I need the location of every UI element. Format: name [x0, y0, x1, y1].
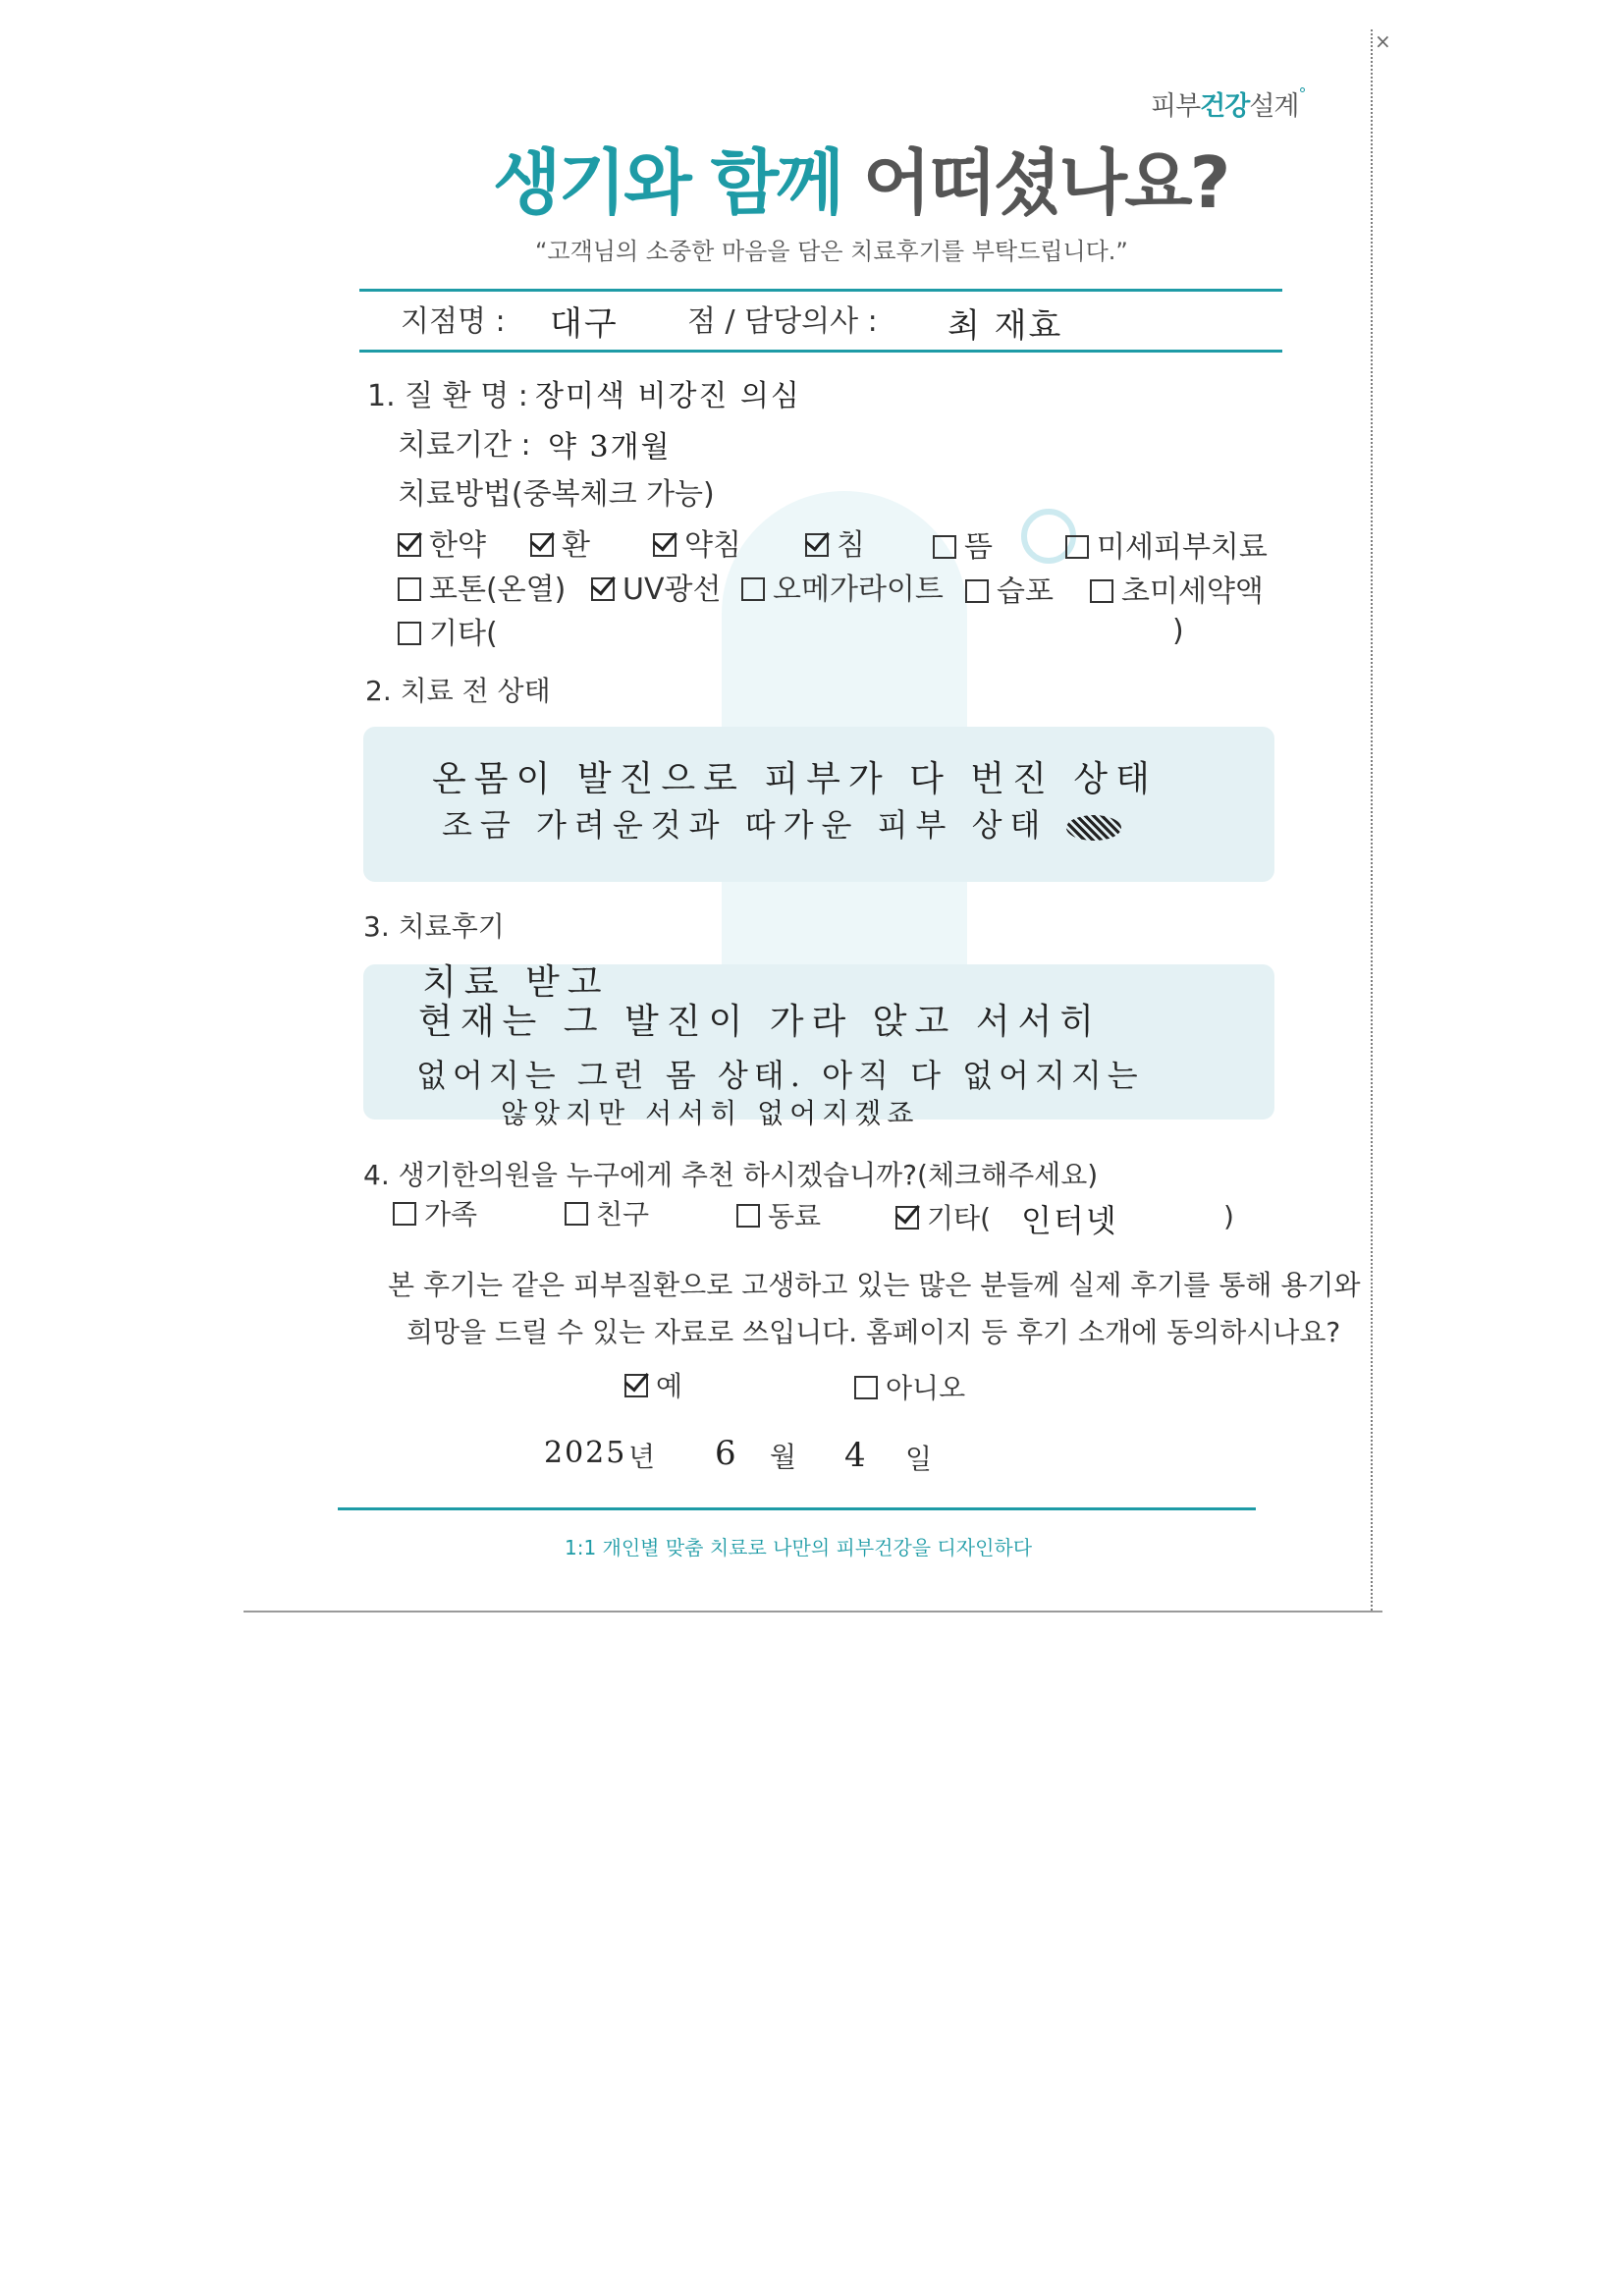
footer-slogan: 1:1 개인별 맞춤 치료로 나만의 피부건강을 디자인하다 [565, 1536, 1033, 1559]
method-label-text: 초미세약액 [1121, 574, 1264, 609]
recommend-label: 친구 [596, 1198, 650, 1230]
before-state-line [442, 800, 1121, 846]
method-herbal[interactable] [398, 520, 486, 564]
method-omega-light[interactable] [741, 565, 944, 608]
method-micro-solution[interactable] [1090, 567, 1264, 610]
period-value[interactable]: 약 3개월 [548, 430, 672, 465]
period-label: 치료기간 : [398, 428, 531, 463]
consent-line1: 본 후기는 같은 피부질환으로 고생하고 있는 많은 분들께 실제 후기를 통해 용기와 [388, 1269, 1361, 1301]
method-label-text: 뜸 [964, 530, 993, 565]
branch-value[interactable]: 대구 [550, 304, 619, 344]
method-label-text: UV광선 [623, 573, 722, 607]
method-label-text: 한약 [429, 528, 486, 563]
brand-mark-icon: ° [1298, 84, 1306, 103]
consent-no[interactable] [854, 1367, 965, 1406]
doctor-label: 점 / 담당의사 : [687, 304, 878, 339]
method-micro-skin[interactable] [1065, 522, 1268, 566]
checkbox-icon[interactable] [1065, 535, 1089, 559]
recommend-other-close: ) [1223, 1200, 1234, 1232]
checkbox-icon[interactable] [398, 533, 421, 557]
method-other[interactable] [398, 609, 498, 652]
consent-line2: 희망을 드릴 수 있는 자료로 쓰입니다. 홈페이지 등 후기 소개에 동의하시나요? [406, 1316, 1341, 1348]
brand-prefix: 피부 [1151, 91, 1201, 122]
checkbox-icon[interactable] [565, 1202, 588, 1226]
method-label-text: 침 [837, 528, 865, 563]
recommend-label: 기타( [927, 1202, 992, 1234]
section2-title: 2. 치료 전 상태 [365, 675, 551, 707]
recommend-other[interactable] [895, 1197, 991, 1236]
subtitle: “고객님의 소중한 마음을 담은 치료후기를 부탁드립니다.” [535, 238, 1128, 265]
method-moxibustion[interactable] [933, 522, 993, 566]
checkbox-icon[interactable] [1090, 579, 1113, 603]
before-state-text: 조금 가려운것과 따가운 피부 상태 [442, 806, 1049, 844]
checkbox-icon[interactable] [591, 577, 615, 601]
brand-highlight: 건강 [1200, 91, 1250, 122]
checkbox-icon[interactable] [530, 533, 554, 557]
checkbox-icon[interactable] [653, 533, 677, 557]
method-compress[interactable] [965, 567, 1054, 610]
method-pharmacopuncture[interactable] [653, 520, 741, 564]
review-line: 현재는 그 발진이 가라 앉고 서서히 [418, 1002, 1103, 1042]
checkbox-icon[interactable] [805, 533, 829, 557]
page-title [493, 126, 1227, 228]
disease-value[interactable]: 장미색 비강진 의심 [535, 379, 801, 413]
review-line: 없어지는 그런 몸 상태. 아직 다 없어지지는 [416, 1057, 1144, 1094]
checkbox-icon[interactable] [624, 1374, 648, 1397]
branch-label: 지점명 : [401, 304, 506, 339]
title-part1: 생기와 함께 [493, 141, 841, 224]
method-acupuncture[interactable] [805, 520, 865, 564]
consent-yes-label: 예 [656, 1370, 683, 1402]
date-month-unit: 월 [770, 1441, 797, 1473]
checkbox-icon[interactable] [933, 535, 956, 559]
method-uv[interactable] [591, 565, 721, 608]
date-year-unit: 년 [628, 1441, 656, 1473]
doctor-value[interactable]: 최 재효 [947, 306, 1063, 346]
section3-title: 3. 치료후기 [363, 910, 505, 943]
date-year[interactable]: 2025 [544, 1436, 627, 1470]
date-day[interactable]: 4 [844, 1436, 868, 1475]
title-part2: 어떠셨나요? [862, 141, 1228, 224]
method-label: 치료방법(중복체크 가능) [398, 477, 715, 512]
consent-yes[interactable] [624, 1365, 682, 1404]
disease-label: 1. 질 환 명 : [367, 379, 528, 413]
review-line: 않았지만 서서히 없어지겠죠 [501, 1097, 920, 1129]
date-day-unit: 일 [905, 1443, 933, 1475]
recommend-label: 가족 [424, 1198, 478, 1230]
brand-suffix: 설계 [1249, 91, 1299, 122]
checkbox-icon[interactable] [398, 577, 421, 601]
before-state-line: 온몸이 발진으로 피부가 다 번진 상태 [432, 759, 1158, 799]
checkbox-icon[interactable] [895, 1206, 919, 1230]
recommend-label: 동료 [768, 1200, 822, 1232]
checkbox-icon[interactable] [854, 1376, 878, 1399]
method-label-text: 습포 [997, 574, 1054, 609]
method-label-text: 미세피부치료 [1097, 530, 1268, 565]
crop-mark-icon: × [1375, 29, 1391, 53]
method-pill[interactable] [530, 520, 590, 564]
footer-rule [338, 1507, 1256, 1510]
checkbox-icon[interactable] [965, 579, 989, 603]
method-photon[interactable] [398, 565, 566, 608]
checkbox-icon[interactable] [393, 1202, 416, 1226]
recommend-friend[interactable] [565, 1193, 649, 1232]
method-label-text: 오메가라이트 [773, 573, 944, 607]
recommend-family[interactable] [393, 1193, 477, 1232]
checkbox-icon[interactable] [736, 1204, 760, 1228]
branch-rule [359, 350, 1282, 353]
date-month[interactable]: 6 [715, 1434, 738, 1473]
checkbox-icon[interactable] [398, 622, 421, 645]
consent-no-label: 아니오 [886, 1372, 966, 1404]
perforation-line [1371, 29, 1373, 1611]
recommend-colleague[interactable] [736, 1195, 821, 1234]
method-label-text: 환 [562, 528, 590, 563]
section4-title: 4. 생기한의원을 누구에게 추천 하시겠습니까?(체크해주세요) [363, 1159, 1099, 1191]
top-rule [359, 289, 1282, 292]
review-line: 치료 받고 [422, 962, 610, 1003]
brand-logo [1151, 84, 1306, 123]
recommend-other-value[interactable]: 인터넷 [1021, 1202, 1118, 1239]
method-label-text: 기타( [429, 617, 498, 651]
method-other-close: ) [1172, 614, 1184, 648]
checkbox-icon[interactable] [741, 577, 765, 601]
method-label-text: 포톤(온열) [429, 573, 567, 607]
scribble-mark [1066, 815, 1121, 841]
method-label-text: 약침 [684, 528, 741, 563]
